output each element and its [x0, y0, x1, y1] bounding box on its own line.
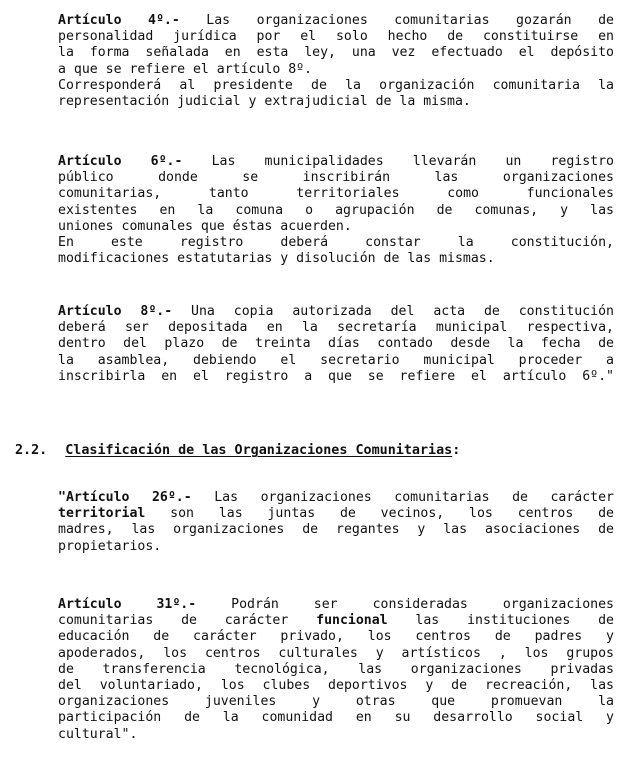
text-line: "Artículo 26º.- Las organizaciones comunitarias de carácter	[58, 490, 614, 505]
section-colon: :	[452, 443, 461, 458]
text-line: En este registro deberá constar la constitución,	[58, 235, 614, 251]
text-line: comunitarias de carácter funcional las instituciones de	[58, 613, 614, 629]
text-line: cultural".	[58, 726, 138, 742]
text-line: educación de carácter privado, los centros de padres y	[58, 629, 614, 645]
article-26-heading: "Artículo 26º.-	[58, 490, 192, 505]
text-line: madres, las organizaciones de regantes y las asociaciones de	[58, 522, 614, 538]
text-line: Corresponderá al presidente de la organización comunitaria la	[58, 77, 614, 93]
article-8-paragraph	[58, 304, 614, 385]
article-26-paragraph	[58, 490, 614, 555]
article-8-heading: Artículo 8º.-	[58, 304, 173, 319]
article-4-paragraph	[58, 13, 614, 110]
article-6-heading: Artículo 6º.-	[58, 154, 183, 169]
text-line: propietarios.	[58, 538, 162, 554]
text-line: de transferencia tecnológica, las organizaciones privadas	[58, 661, 614, 677]
text-line: inscribirla en el registro a que se refiere el artículo 6º."	[58, 368, 614, 384]
section-heading	[15, 443, 460, 459]
text-line: del voluntariado, los clubes deportivos y de recreación, las	[58, 678, 614, 694]
text-line: existentes en la comuna o agrupación de comunas, y las	[58, 202, 614, 218]
section-title: Clasificación de las Organizaciones Comunitarias	[65, 443, 453, 458]
text-line: a que se refiere el artículo 8º.	[58, 61, 313, 77]
text-line: deberá ser depositada en la secretaría municipal respectiva,	[58, 320, 614, 336]
text-line: la asamblea, debiendo el secretario municipal proceder a	[58, 352, 614, 368]
text-line: Artículo 8º.- Una copia autorizada del acta de constitución	[58, 304, 614, 319]
text-line: comunitarias, tanto territoriales como funcionales	[58, 186, 614, 202]
text-line: uniones comunales que éstas acuerden.	[58, 218, 352, 234]
article-31-paragraph	[58, 597, 614, 743]
text-line: personalidad jurídica por el solo hecho de constituirse en	[58, 29, 614, 45]
text-line: apoderados, los centros culturales y artísticos , los grupos	[58, 645, 614, 661]
text-line: la forma señalada en esta ley, una vez efectuado el depósito	[58, 45, 614, 61]
article-6-paragraph	[58, 154, 614, 267]
text-line: Artículo 31º.- Podrán ser consideradas organizaciones	[58, 597, 614, 612]
article-31-heading: Artículo 31º.-	[58, 597, 197, 612]
section-number: 2.2.	[15, 443, 48, 458]
text-line: participación de la comunidad en su desarrollo social y	[58, 710, 614, 726]
text-line: modificaciones estatutarias y disolución de las mismas.	[58, 251, 495, 267]
text-line: organizaciones juveniles y otras que promuevan la	[58, 694, 614, 710]
article-4-heading: Artículo 4º.-	[58, 13, 180, 28]
text-line: territorial son las juntas de vecinos, los centros de	[58, 506, 614, 522]
text-line: público donde se inscribirán las organizaciones	[58, 170, 614, 186]
term-funcional: funcional	[316, 613, 388, 629]
term-territorial: territorial	[58, 506, 146, 522]
text-line: Artículo 4º.- Las organizaciones comunitarias gozarán de	[58, 13, 614, 28]
text-line: representación judicial y extrajudicial de la misma.	[58, 94, 471, 110]
text-line: dentro del plazo de treinta días contado desde la fecha de	[58, 336, 614, 352]
text-line: Artículo 6º.- Las municipalidades llevarán un registro	[58, 154, 614, 169]
